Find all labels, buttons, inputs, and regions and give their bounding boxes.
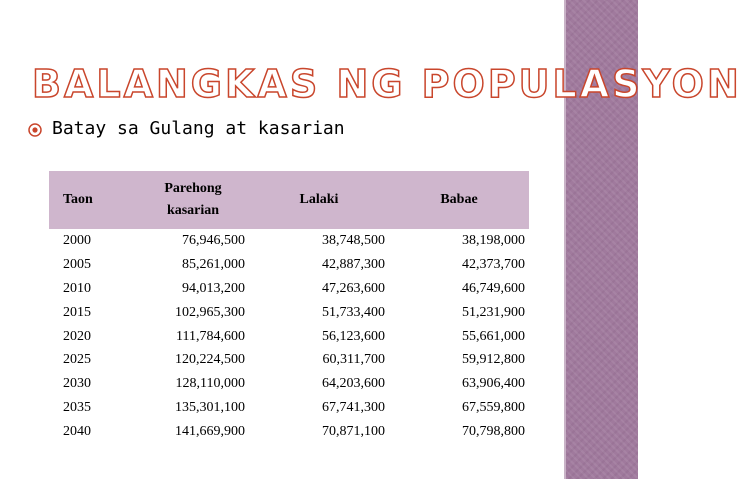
cell-year: 2015 bbox=[63, 304, 91, 320]
cell-total: 141,669,900 bbox=[175, 424, 245, 440]
header-year: Taon bbox=[63, 192, 93, 207]
cell-female: 70,798,800 bbox=[462, 424, 525, 440]
cell-year: 2025 bbox=[63, 352, 91, 368]
cell-male: 38,748,500 bbox=[322, 232, 385, 248]
header-male: Lalaki bbox=[299, 192, 339, 207]
population-table bbox=[49, 171, 529, 444]
cell-year: 2030 bbox=[63, 376, 91, 392]
header-female: Babae bbox=[440, 192, 478, 207]
table-row bbox=[49, 396, 529, 420]
cell-male: 64,203,600 bbox=[322, 376, 385, 392]
cell-total: 111,784,600 bbox=[176, 328, 245, 344]
cell-year: 2040 bbox=[63, 424, 91, 440]
header-total bbox=[137, 171, 249, 229]
table-row bbox=[49, 229, 529, 253]
cell-male: 47,263,600 bbox=[322, 280, 385, 296]
table-row bbox=[49, 420, 529, 444]
cell-female: 51,231,900 bbox=[462, 304, 525, 320]
table-body bbox=[49, 229, 529, 444]
cell-total: 76,946,500 bbox=[182, 232, 245, 248]
bullet-item bbox=[28, 118, 345, 139]
cell-female: 63,906,400 bbox=[462, 376, 525, 392]
table-row bbox=[49, 348, 529, 372]
table-row bbox=[49, 372, 529, 396]
cell-year: 2020 bbox=[63, 328, 91, 344]
cell-year: 2005 bbox=[63, 256, 91, 272]
table-row bbox=[49, 325, 529, 349]
bullet-text: Batay sa Gulang at kasarian bbox=[52, 118, 345, 139]
cell-male: 51,733,400 bbox=[322, 304, 385, 320]
cell-male: 56,123,600 bbox=[322, 328, 385, 344]
table-header-row bbox=[49, 171, 529, 229]
cell-male: 67,741,300 bbox=[322, 400, 385, 416]
cell-total: 128,110,000 bbox=[175, 376, 245, 392]
cell-year: 2000 bbox=[63, 232, 91, 248]
cell-female: 38,198,000 bbox=[462, 232, 525, 248]
slide-title: BALANGKAS NG POPULASYON bbox=[32, 62, 742, 106]
cell-total: 120,224,500 bbox=[175, 352, 245, 368]
cell-female: 42,373,700 bbox=[462, 256, 525, 272]
cell-male: 70,871,100 bbox=[322, 424, 385, 440]
cell-total: 135,301,100 bbox=[175, 400, 245, 416]
cell-female: 67,559,800 bbox=[462, 400, 525, 416]
cell-year: 2010 bbox=[63, 280, 91, 296]
cell-total: 85,261,000 bbox=[182, 256, 245, 272]
cell-female: 46,749,600 bbox=[462, 280, 525, 296]
cell-female: 59,912,800 bbox=[462, 352, 525, 368]
cell-total: 102,965,300 bbox=[175, 304, 245, 320]
cell-male: 42,887,300 bbox=[322, 256, 385, 272]
circle-target-icon bbox=[28, 122, 42, 136]
table-row bbox=[49, 301, 529, 325]
header-total-line2: kasarian bbox=[166, 203, 220, 218]
cell-total: 94,013,200 bbox=[182, 280, 245, 296]
table-row bbox=[49, 253, 529, 277]
table-row bbox=[49, 277, 529, 301]
cell-male: 60,311,700 bbox=[322, 352, 385, 368]
cell-year: 2035 bbox=[63, 400, 91, 416]
cell-female: 55,661,000 bbox=[462, 328, 525, 344]
header-total-line1: Parehong bbox=[164, 181, 222, 196]
